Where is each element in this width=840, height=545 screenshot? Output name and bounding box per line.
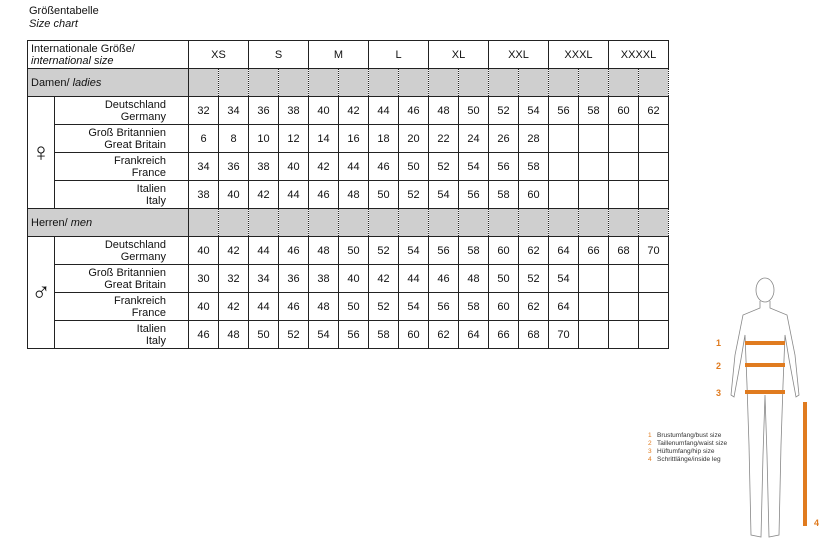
size-value-cell: 48 [459, 265, 489, 293]
legend-text: Brustumfang/bust size [657, 432, 722, 439]
group-filler-cell [519, 69, 549, 97]
country-name-de: Deutschland [104, 238, 166, 251]
size-value-cell: 66 [489, 321, 519, 349]
group-filler-cell [249, 209, 279, 237]
size-value-cell: 46 [279, 293, 309, 321]
size-header: XS [189, 41, 249, 69]
size-value-cell: 60 [609, 97, 639, 125]
size-value-cell: 50 [339, 237, 369, 265]
size-value-cell: 54 [399, 293, 429, 321]
size-value-cell: 34 [219, 97, 249, 125]
group-filler-cell [189, 209, 219, 237]
group-filler-cell [219, 69, 249, 97]
ladies-group-row [28, 69, 669, 97]
group-label-de: Herren/ [31, 216, 68, 229]
ladies-group-label [28, 69, 189, 97]
country-name-en: France [131, 306, 166, 319]
size-value-cell: 70 [639, 237, 669, 265]
table-row [28, 125, 669, 153]
legend-text: Hüftumfang/hip size [657, 448, 715, 455]
size-value-cell: 58 [489, 181, 519, 209]
size-value-cell: 62 [519, 293, 549, 321]
size-value-cell: 66 [579, 237, 609, 265]
size-value-cell: 38 [279, 97, 309, 125]
group-filler-cell [399, 209, 429, 237]
size-value-cell: 56 [459, 181, 489, 209]
group-filler-cell [369, 69, 399, 97]
size-value-cell: 60 [489, 293, 519, 321]
page-title: Größentabelle [29, 5, 99, 17]
size-value-cell: 48 [429, 97, 459, 125]
size-value-cell: 6 [189, 125, 219, 153]
group-filler-cell [489, 69, 519, 97]
legend-item [648, 456, 727, 464]
size-value-cell [579, 153, 609, 181]
size-value-cell: 42 [219, 237, 249, 265]
size-value-cell: 20 [399, 125, 429, 153]
group-filler-cell [249, 69, 279, 97]
male-symbol-icon: ♂ [28, 237, 55, 349]
country-name-en: Great Britain [104, 278, 166, 291]
size-value-cell: 48 [309, 293, 339, 321]
size-value-cell [579, 321, 609, 349]
size-value-cell: 54 [459, 153, 489, 181]
size-value-cell: 40 [219, 181, 249, 209]
country-name-en: Italy [145, 194, 166, 207]
size-value-cell [549, 181, 579, 209]
legend-text: Schrittlänge/inside leg [657, 456, 721, 463]
size-value-cell: 58 [459, 237, 489, 265]
size-value-cell: 56 [489, 153, 519, 181]
group-filler-cell [579, 69, 609, 97]
country-name-en: Germany [120, 250, 166, 263]
size-value-cell: 52 [489, 97, 519, 125]
size-value-cell: 38 [189, 181, 219, 209]
size-label-cell [28, 41, 189, 69]
size-value-cell: 58 [519, 153, 549, 181]
size-value-cell [579, 265, 609, 293]
country-name-de: Deutschland [104, 98, 166, 111]
inside-leg-measure-bar [803, 402, 807, 526]
measurement-legend [648, 432, 727, 464]
group-label-de: Damen/ [31, 76, 70, 89]
size-value-cell: 32 [219, 265, 249, 293]
size-value-cell: 50 [489, 265, 519, 293]
size-value-cell: 42 [219, 293, 249, 321]
size-value-cell: 62 [639, 97, 669, 125]
group-filler-cell [339, 69, 369, 97]
size-value-cell: 26 [489, 125, 519, 153]
size-value-cell: 18 [369, 125, 399, 153]
table-row [28, 97, 669, 125]
size-value-cell: 44 [369, 97, 399, 125]
legend-number: 2 [648, 440, 652, 447]
size-value-cell: 52 [429, 153, 459, 181]
size-value-cell [609, 125, 639, 153]
size-value-cell: 34 [249, 265, 279, 293]
group-label-en: men [70, 216, 93, 229]
group-filler-cell [549, 209, 579, 237]
size-value-cell: 52 [399, 181, 429, 209]
size-value-cell: 46 [399, 97, 429, 125]
size-value-cell: 48 [219, 321, 249, 349]
size-value-cell: 44 [279, 181, 309, 209]
size-value-cell: 40 [189, 293, 219, 321]
size-value-cell [609, 293, 639, 321]
size-value-cell: 56 [429, 237, 459, 265]
size-value-cell: 52 [279, 321, 309, 349]
size-value-cell [639, 125, 669, 153]
country-cell [55, 153, 189, 181]
country-name-de: Italien [136, 182, 166, 195]
size-value-cell [639, 153, 669, 181]
legend-number: 4 [648, 456, 652, 463]
table-row [28, 153, 669, 181]
size-value-cell: 22 [429, 125, 459, 153]
size-value-cell: 46 [189, 321, 219, 349]
table-row [28, 265, 669, 293]
size-value-cell: 50 [459, 97, 489, 125]
marker-1: 1 [716, 338, 722, 348]
size-value-cell: 38 [249, 153, 279, 181]
page-subtitle: Size chart [29, 18, 78, 30]
country-name-de: Italien [136, 322, 166, 335]
marker-3: 3 [716, 388, 722, 398]
legend-item [648, 440, 727, 448]
size-value-cell [609, 265, 639, 293]
legend-item [648, 432, 727, 440]
size-value-cell: 70 [549, 321, 579, 349]
size-value-cell: 58 [369, 321, 399, 349]
bust-measure-band [745, 341, 785, 345]
group-filler-cell [279, 69, 309, 97]
group-filler-cell [339, 209, 369, 237]
size-value-cell [549, 153, 579, 181]
size-table [27, 40, 669, 349]
size-value-cell: 14 [309, 125, 339, 153]
group-filler-cell [639, 69, 669, 97]
size-value-cell: 52 [369, 237, 399, 265]
body-measurement-figure [725, 275, 840, 545]
size-header: XXXL [549, 41, 609, 69]
size-value-cell: 34 [189, 153, 219, 181]
size-value-cell: 48 [339, 181, 369, 209]
size-value-cell: 16 [339, 125, 369, 153]
size-value-cell: 32 [189, 97, 219, 125]
size-value-cell: 38 [309, 265, 339, 293]
size-value-cell: 56 [429, 293, 459, 321]
group-filler-cell [459, 69, 489, 97]
size-value-cell: 56 [339, 321, 369, 349]
country-name-de: Frankreich [114, 154, 166, 167]
size-value-cell: 46 [429, 265, 459, 293]
size-value-cell [579, 181, 609, 209]
country-name-de: Groß Britannien [88, 266, 166, 279]
size-value-cell [639, 293, 669, 321]
size-value-cell: 62 [429, 321, 459, 349]
table-row [28, 181, 669, 209]
size-value-cell: 36 [249, 97, 279, 125]
marker-4: 4 [814, 518, 820, 528]
size-value-cell: 40 [339, 265, 369, 293]
size-value-cell: 42 [249, 181, 279, 209]
size-value-cell: 42 [369, 265, 399, 293]
group-filler-cell [549, 69, 579, 97]
size-value-cell: 44 [249, 237, 279, 265]
country-cell [55, 321, 189, 349]
country-name-de: Frankreich [114, 294, 166, 307]
group-filler-cell [579, 209, 609, 237]
size-value-cell: 24 [459, 125, 489, 153]
marker-2: 2 [716, 361, 722, 371]
size-value-cell [639, 181, 669, 209]
country-cell [55, 125, 189, 153]
size-value-cell: 40 [279, 153, 309, 181]
group-filler-cell [519, 209, 549, 237]
size-value-cell: 58 [579, 97, 609, 125]
size-value-cell: 44 [249, 293, 279, 321]
size-value-cell: 46 [279, 237, 309, 265]
size-value-cell: 62 [519, 237, 549, 265]
country-cell [55, 265, 189, 293]
size-value-cell: 60 [489, 237, 519, 265]
men-group-row [28, 209, 669, 237]
legend-item [648, 448, 727, 456]
group-filler-cell [219, 209, 249, 237]
size-value-cell: 42 [309, 153, 339, 181]
size-value-cell: 52 [519, 265, 549, 293]
size-value-cell: 56 [549, 97, 579, 125]
group-filler-cell [639, 209, 669, 237]
country-name-en: Great Britain [104, 138, 166, 151]
size-value-cell: 48 [309, 237, 339, 265]
size-value-cell: 64 [459, 321, 489, 349]
size-value-cell: 40 [189, 237, 219, 265]
size-value-cell [609, 181, 639, 209]
country-cell [55, 237, 189, 265]
size-value-cell [639, 265, 669, 293]
size-value-cell [609, 153, 639, 181]
size-value-cell: 58 [459, 293, 489, 321]
size-value-cell: 28 [519, 125, 549, 153]
group-filler-cell [429, 69, 459, 97]
size-value-cell: 54 [399, 237, 429, 265]
table-row [28, 237, 669, 265]
hip-measure-band [745, 390, 785, 394]
size-value-cell: 54 [429, 181, 459, 209]
size-value-cell [579, 293, 609, 321]
table-row [28, 321, 669, 349]
size-value-cell: 40 [309, 97, 339, 125]
size-label-de: Internationale Größe/ [31, 42, 135, 55]
size-value-cell: 68 [609, 237, 639, 265]
size-value-cell: 50 [369, 181, 399, 209]
country-cell [55, 293, 189, 321]
group-filler-cell [489, 209, 519, 237]
size-value-cell: 54 [549, 265, 579, 293]
size-value-cell: 44 [339, 153, 369, 181]
size-value-cell: 54 [309, 321, 339, 349]
size-value-cell: 46 [369, 153, 399, 181]
size-value-cell: 46 [309, 181, 339, 209]
size-value-cell: 50 [399, 153, 429, 181]
group-filler-cell [309, 209, 339, 237]
size-header: M [309, 41, 369, 69]
group-filler-cell [279, 209, 309, 237]
size-value-cell: 50 [339, 293, 369, 321]
size-value-cell: 42 [339, 97, 369, 125]
men-group-label [28, 209, 189, 237]
group-filler-cell [429, 209, 459, 237]
size-header: S [249, 41, 309, 69]
size-value-cell: 44 [399, 265, 429, 293]
female-symbol-icon: ♀ [28, 97, 55, 209]
size-header: L [369, 41, 429, 69]
country-name-de: Groß Britannien [88, 126, 166, 139]
size-header: XXL [489, 41, 549, 69]
country-name-en: France [131, 166, 166, 179]
size-value-cell: 36 [219, 153, 249, 181]
group-filler-cell [399, 69, 429, 97]
group-filler-cell [309, 69, 339, 97]
size-value-cell: 52 [369, 293, 399, 321]
size-value-cell [639, 321, 669, 349]
header-row [28, 41, 669, 69]
country-name-en: Italy [145, 334, 166, 347]
size-value-cell [609, 321, 639, 349]
size-value-cell: 54 [519, 97, 549, 125]
size-value-cell: 60 [519, 181, 549, 209]
group-filler-cell [609, 209, 639, 237]
country-cell [55, 181, 189, 209]
size-value-cell: 8 [219, 125, 249, 153]
size-header: XXXXL [609, 41, 669, 69]
group-filler-cell [189, 69, 219, 97]
group-filler-cell [369, 209, 399, 237]
size-value-cell: 64 [549, 293, 579, 321]
size-header: XL [429, 41, 489, 69]
size-value-cell: 12 [279, 125, 309, 153]
size-value-cell: 64 [549, 237, 579, 265]
size-value-cell: 68 [519, 321, 549, 349]
legend-number: 1 [648, 432, 652, 439]
legend-number: 3 [648, 448, 652, 455]
group-filler-cell [459, 209, 489, 237]
size-label-en: international size [31, 54, 114, 67]
size-value-cell: 60 [399, 321, 429, 349]
size-value-cell: 36 [279, 265, 309, 293]
size-value-cell [579, 125, 609, 153]
group-label-en: ladies [72, 76, 102, 89]
table-row [28, 293, 669, 321]
group-filler-cell [609, 69, 639, 97]
waist-measure-band [745, 363, 785, 367]
size-value-cell: 50 [249, 321, 279, 349]
size-value-cell: 10 [249, 125, 279, 153]
size-value-cell [549, 125, 579, 153]
size-value-cell: 30 [189, 265, 219, 293]
country-name-en: Germany [120, 110, 166, 123]
legend-text: Taillenumfang/waist size [657, 440, 728, 447]
country-cell [55, 97, 189, 125]
